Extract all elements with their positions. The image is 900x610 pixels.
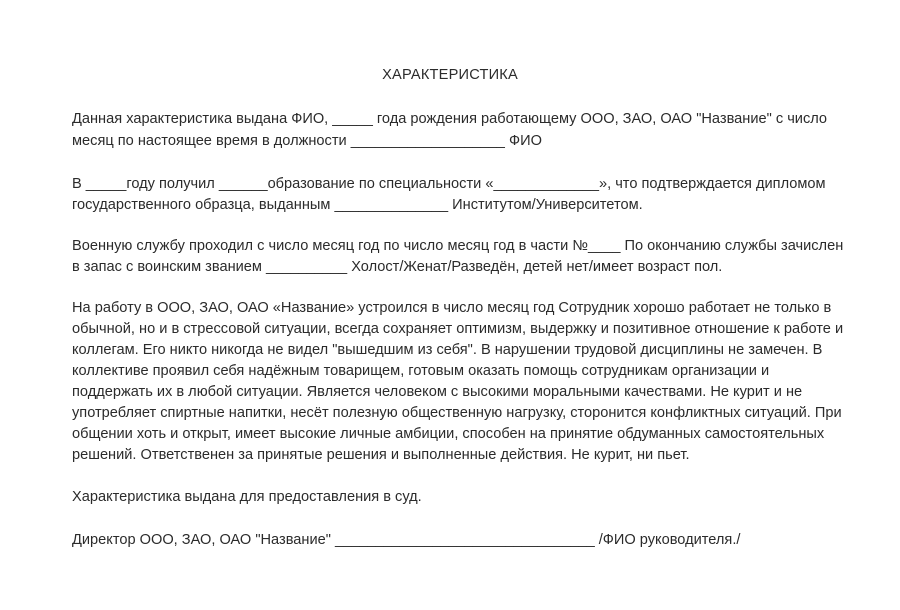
paragraph-4-line-4: коллективе проявил себя надёжным товарищем, готовым оказать помощь сотрудникам организации и [72, 363, 770, 379]
signature-line: Директор ООО, ЗАО, ОАО "Название" ________________________________ /ФИО руководителя./ [72, 532, 741, 548]
paragraph-4-line-7: общении хоть и открыт, имеет высокие личные амбиции, способен на принятие обдуманных самостоятельных [72, 426, 825, 442]
paragraph-3-line-2: в запас с воинским званием __________ Холост/Женат/Разведён, детей нет/имеет возраст пол. [72, 259, 723, 275]
paragraph-4-line-3: коллегам. Его никто никогда не видел "вышедшим из себя". В нарушении трудовой дисциплины не замечен. В [72, 342, 823, 358]
paragraph-2-line-1: В _____году получил ______образование по специальности «_____________», что подтверждается дипломом [72, 176, 826, 192]
paragraph-3-line-1: Военную службу проходил с число месяц год по число месяц год в части №____ По окончанию службы зачислен [72, 238, 844, 254]
paragraph-5-line-1: Характеристика выдана для предоставления в суд. [72, 489, 422, 505]
paragraph-4-line-5: поддержать их в любой ситуации. Является человеком с высокими моральными качествами. Не курит и не [72, 384, 803, 400]
paragraph-4-line-8: решений. Ответственен за принятые решения и выполненные действия. Не курит, ни пьет. [72, 447, 690, 463]
paragraph-1-line-2: месяц по настоящее время в должности ___________________ ФИО [72, 133, 542, 149]
document-title: ХАРАКТЕРИСТИКА [382, 67, 518, 83]
paragraph-4-line-6: употребляет спиртные напитки, несёт полезную общественную нагрузку, сторонится конфликтных ситуаций. При [72, 405, 842, 421]
paragraph-4-line-2: обычной, но и в стрессовой ситуации, всегда сохраняет оптимизм, выдержку и позитивное отношение к работе и [72, 321, 844, 337]
paragraph-4-line-1: На работу в ООО, ЗАО, ОАО «Название» устроился в число месяц год Сотрудник хорошо работает не только в [72, 300, 832, 316]
paragraph-1-line-1: Данная характеристика выдана ФИО, _____ года рождения работающему ООО, ЗАО, ОАО "Название" с число [72, 111, 828, 127]
paragraph-2-line-2: государственного образца, выданным ______________ Институтом/Университетом. [72, 197, 643, 213]
